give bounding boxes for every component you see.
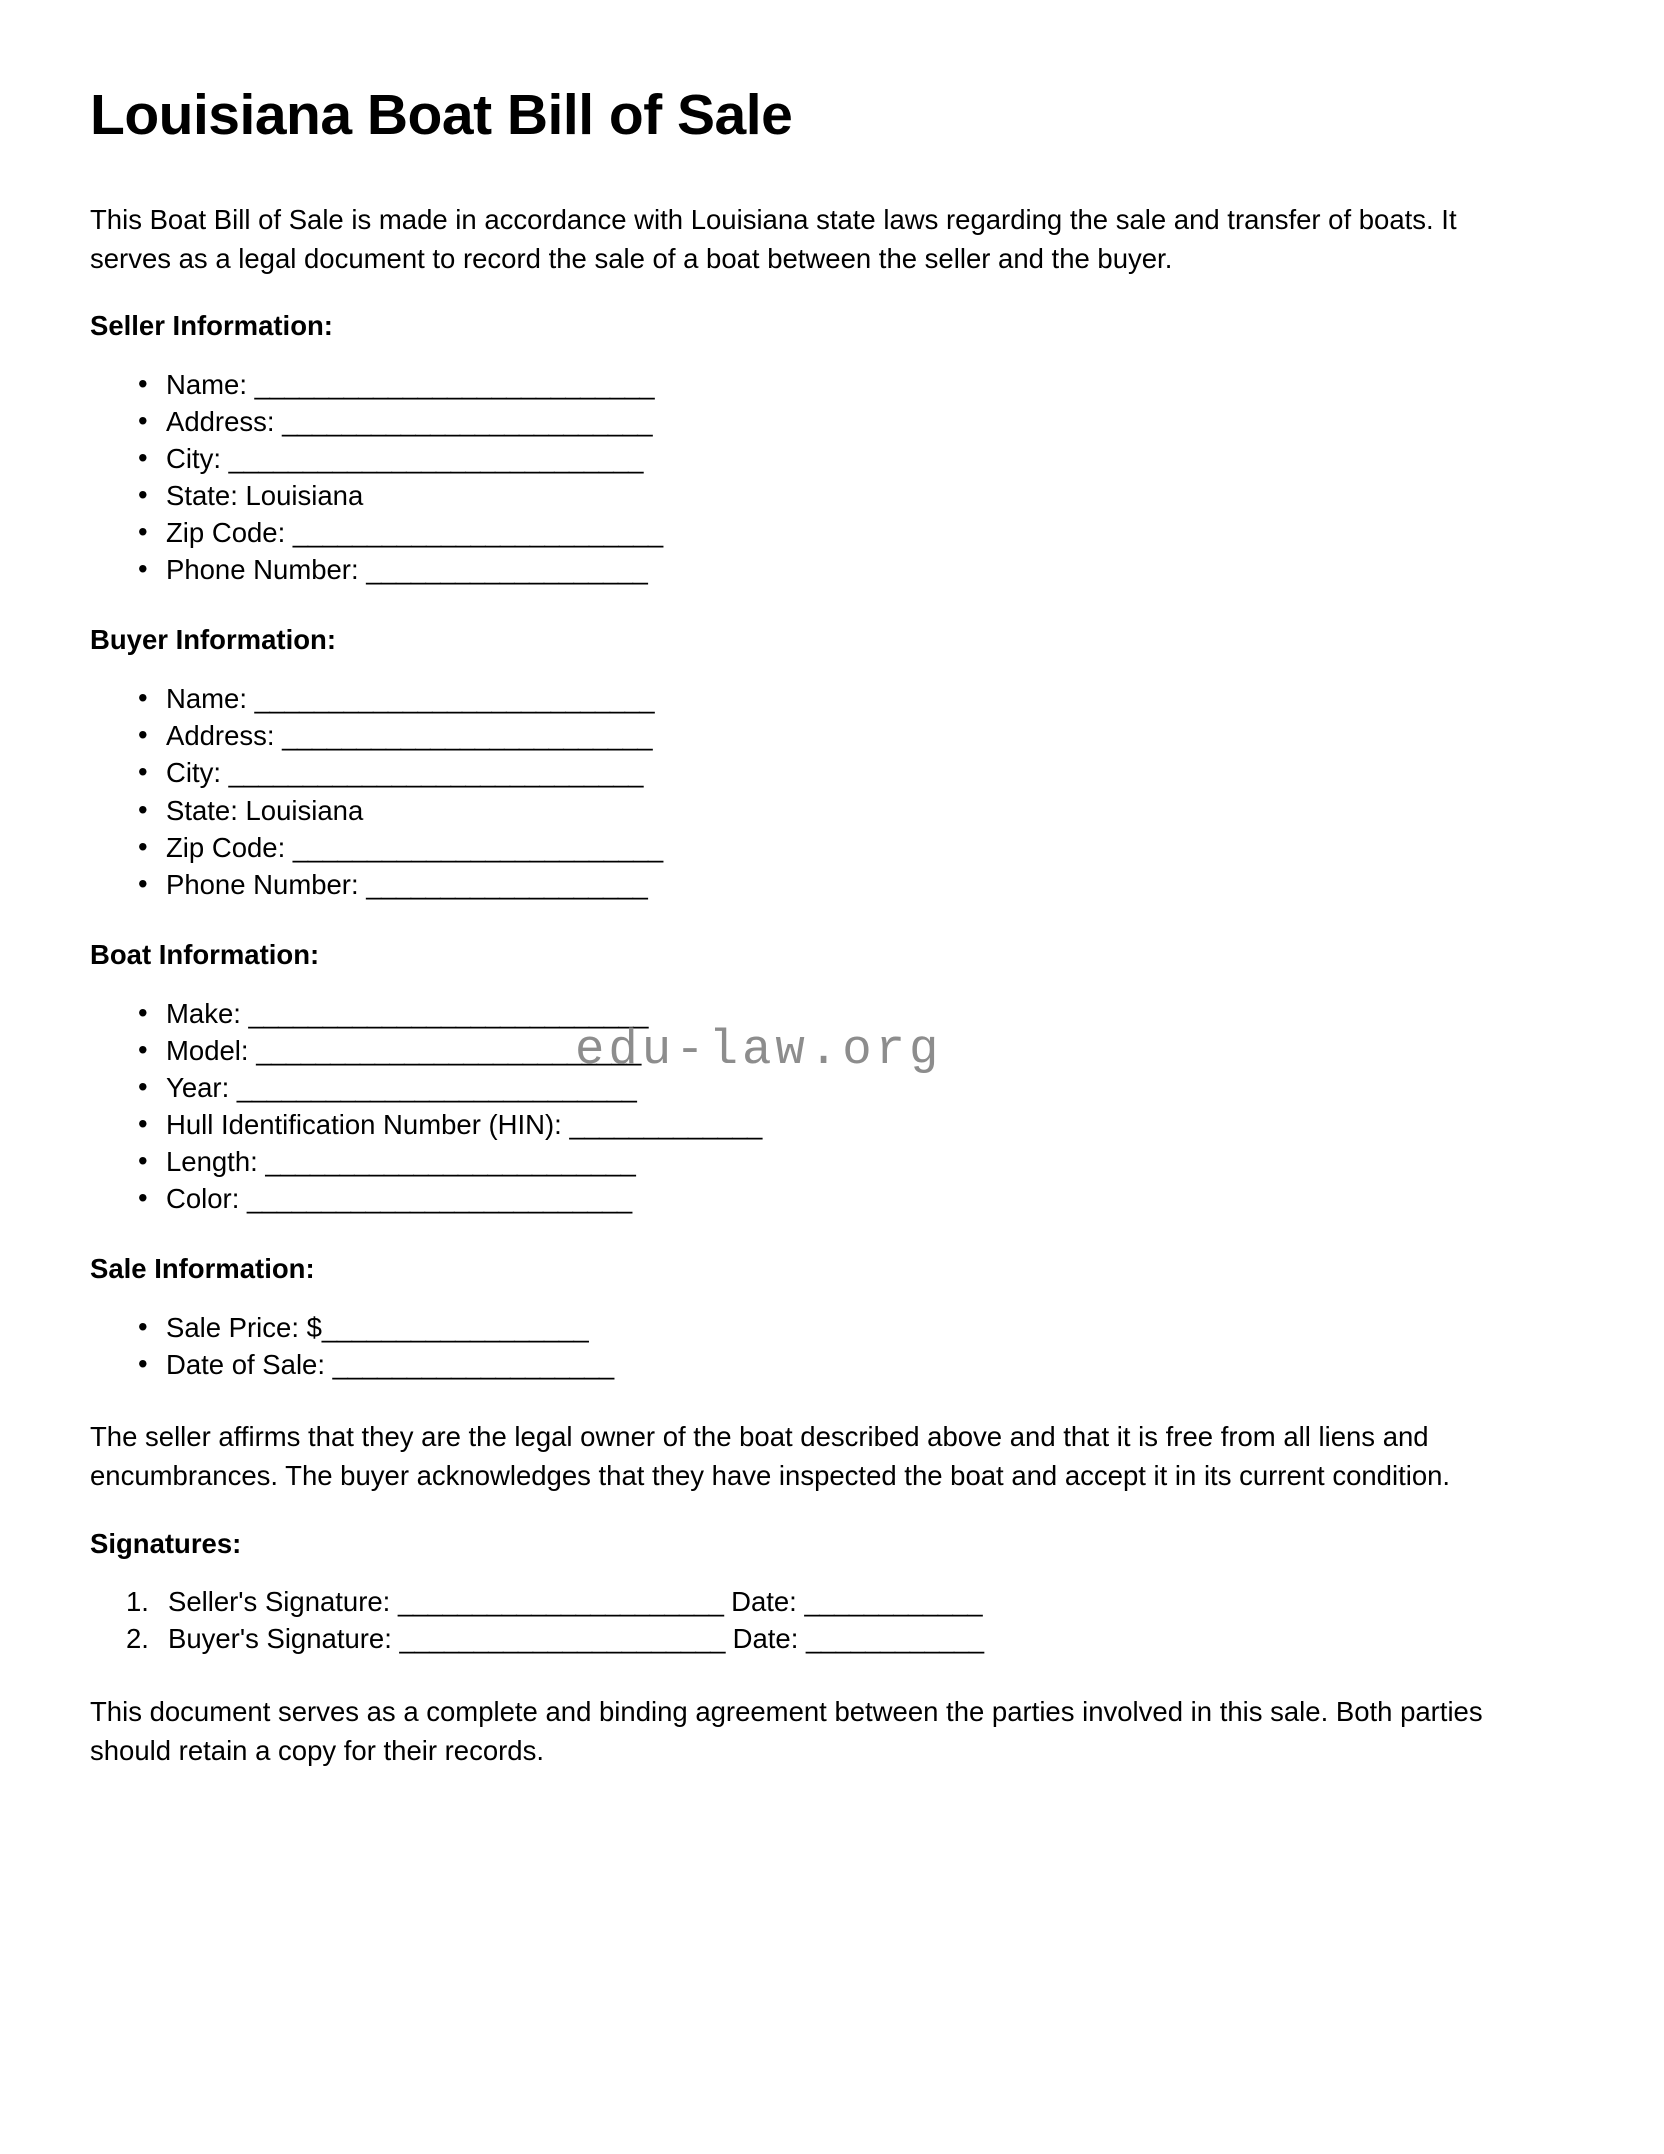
date-label: Date: [731,1586,797,1618]
list-item [138,829,1568,866]
field-blank[interactable]: ___________________ [366,868,648,900]
date-label: Date: [732,1623,799,1655]
field-label: Date of Sale: [166,1349,325,1381]
field-label: City: [166,442,221,474]
field-label: Address: [166,405,275,437]
field-label: Year: [166,1071,230,1103]
field-blank[interactable]: _____________ [569,1109,762,1141]
intro-paragraph: This Boat Bill of Sale is made in accordance with Louisiana state laws regarding the sale and transfer of boats. It serves as a legal document to record the sale of a boat between the seller and the buyer. [90,203,1457,274]
signature-label: Buyer's Signature: [168,1623,392,1655]
list-item [138,1069,1568,1106]
list-item [138,477,1568,514]
field-label: Length: [166,1146,258,1178]
list-item [126,1620,1568,1657]
signature-blank[interactable]: ______________________ [399,1623,725,1655]
list-item [138,792,1568,829]
field-blank[interactable]: _________________________ [282,405,653,437]
field-label: Name: [166,368,247,400]
field-label: Hull Identification Number (HIN): [166,1109,562,1141]
list-item [138,680,1568,717]
list-item [138,1032,1568,1069]
list-item [138,551,1568,588]
list-item [138,754,1568,791]
sale-information-heading: Sale Information: [90,1253,315,1285]
field-label: Zip Code: [166,831,286,863]
field-blank[interactable]: _________________________ [282,720,653,752]
list-item [138,1180,1568,1217]
field-blank[interactable]: ___________________ [366,554,648,586]
list-item [138,514,1568,551]
field-label: Model: [166,1034,249,1066]
affirmation-paragraph: The seller affirms that they are the legal owner of the boat described above and that it is free from all liens and encumbrances. The buyer acknowledges that they have inspected the boat and accept it in its current condition. [90,1421,1451,1492]
field-blank[interactable]: __________________ [321,1312,589,1344]
field-blank[interactable]: _________________________ [292,831,663,863]
field-label: Name: [166,683,247,715]
field-blank[interactable]: ___________________________ [254,683,655,715]
seller-information-list [90,366,1568,589]
signature-list [90,1583,1568,1657]
field-label: State: [166,794,238,826]
field-blank[interactable]: ___________________________ [248,997,648,1029]
field-blank[interactable]: __________________________ [256,1034,641,1066]
field-blank[interactable]: _________________________ [265,1146,636,1178]
field-blank[interactable]: ____________________________ [228,442,643,474]
page-title: Louisiana Boat Bill of Sale [90,83,793,147]
field-value: Louisiana [245,794,364,826]
buyer-information-heading: Buyer Information: [90,624,336,656]
field-label: State: [166,480,238,512]
sale-information-list [90,1309,1568,1383]
field-label: Address: [166,720,275,752]
field-label: Make: [166,997,241,1029]
list-item [138,1106,1568,1143]
field-label: Phone Number: [166,868,359,900]
list-item [138,866,1568,903]
buyer-information-list [90,680,1568,903]
boat-information-list [90,995,1568,1218]
field-blank[interactable]: ___________________________ [254,368,655,400]
seller-information-heading: Seller Information: [90,309,333,341]
list-item [138,995,1568,1032]
signature-blank[interactable]: ______________________ [397,1586,724,1618]
site-watermark: edu-law.org [575,1022,943,1078]
date-blank[interactable]: ____________ [804,1586,982,1618]
field-label: City: [166,757,221,789]
list-item [138,440,1568,477]
list-item [138,717,1568,754]
field-blank[interactable]: __________________________ [247,1183,632,1215]
list-item [138,403,1568,440]
list-item [126,1583,1568,1620]
field-blank[interactable]: ___________________ [332,1349,614,1381]
boat-information-heading: Boat Information: [90,938,320,970]
field-blank[interactable]: ___________________________ [236,1071,637,1103]
date-blank[interactable]: ____________ [805,1623,984,1655]
field-label: Phone Number: [166,554,359,586]
list-item [138,1346,1568,1383]
field-label: Sale Price: $ [166,1312,322,1344]
closing-paragraph: This document serves as a complete and binding agreement between the parties involved in this sale. Both parties should retain a copy for their records. [90,1695,1483,1766]
list-item [138,1309,1568,1346]
field-label: Color: [166,1183,240,1215]
field-blank[interactable]: ____________________________ [228,757,643,789]
field-value: Louisiana [245,480,364,512]
signature-label: Seller's Signature: [168,1586,391,1618]
list-item [138,1143,1568,1180]
list-item [138,366,1568,403]
signatures-heading: Signatures: [90,1527,242,1559]
field-blank[interactable]: _________________________ [292,517,663,549]
field-label: Zip Code: [166,517,286,549]
